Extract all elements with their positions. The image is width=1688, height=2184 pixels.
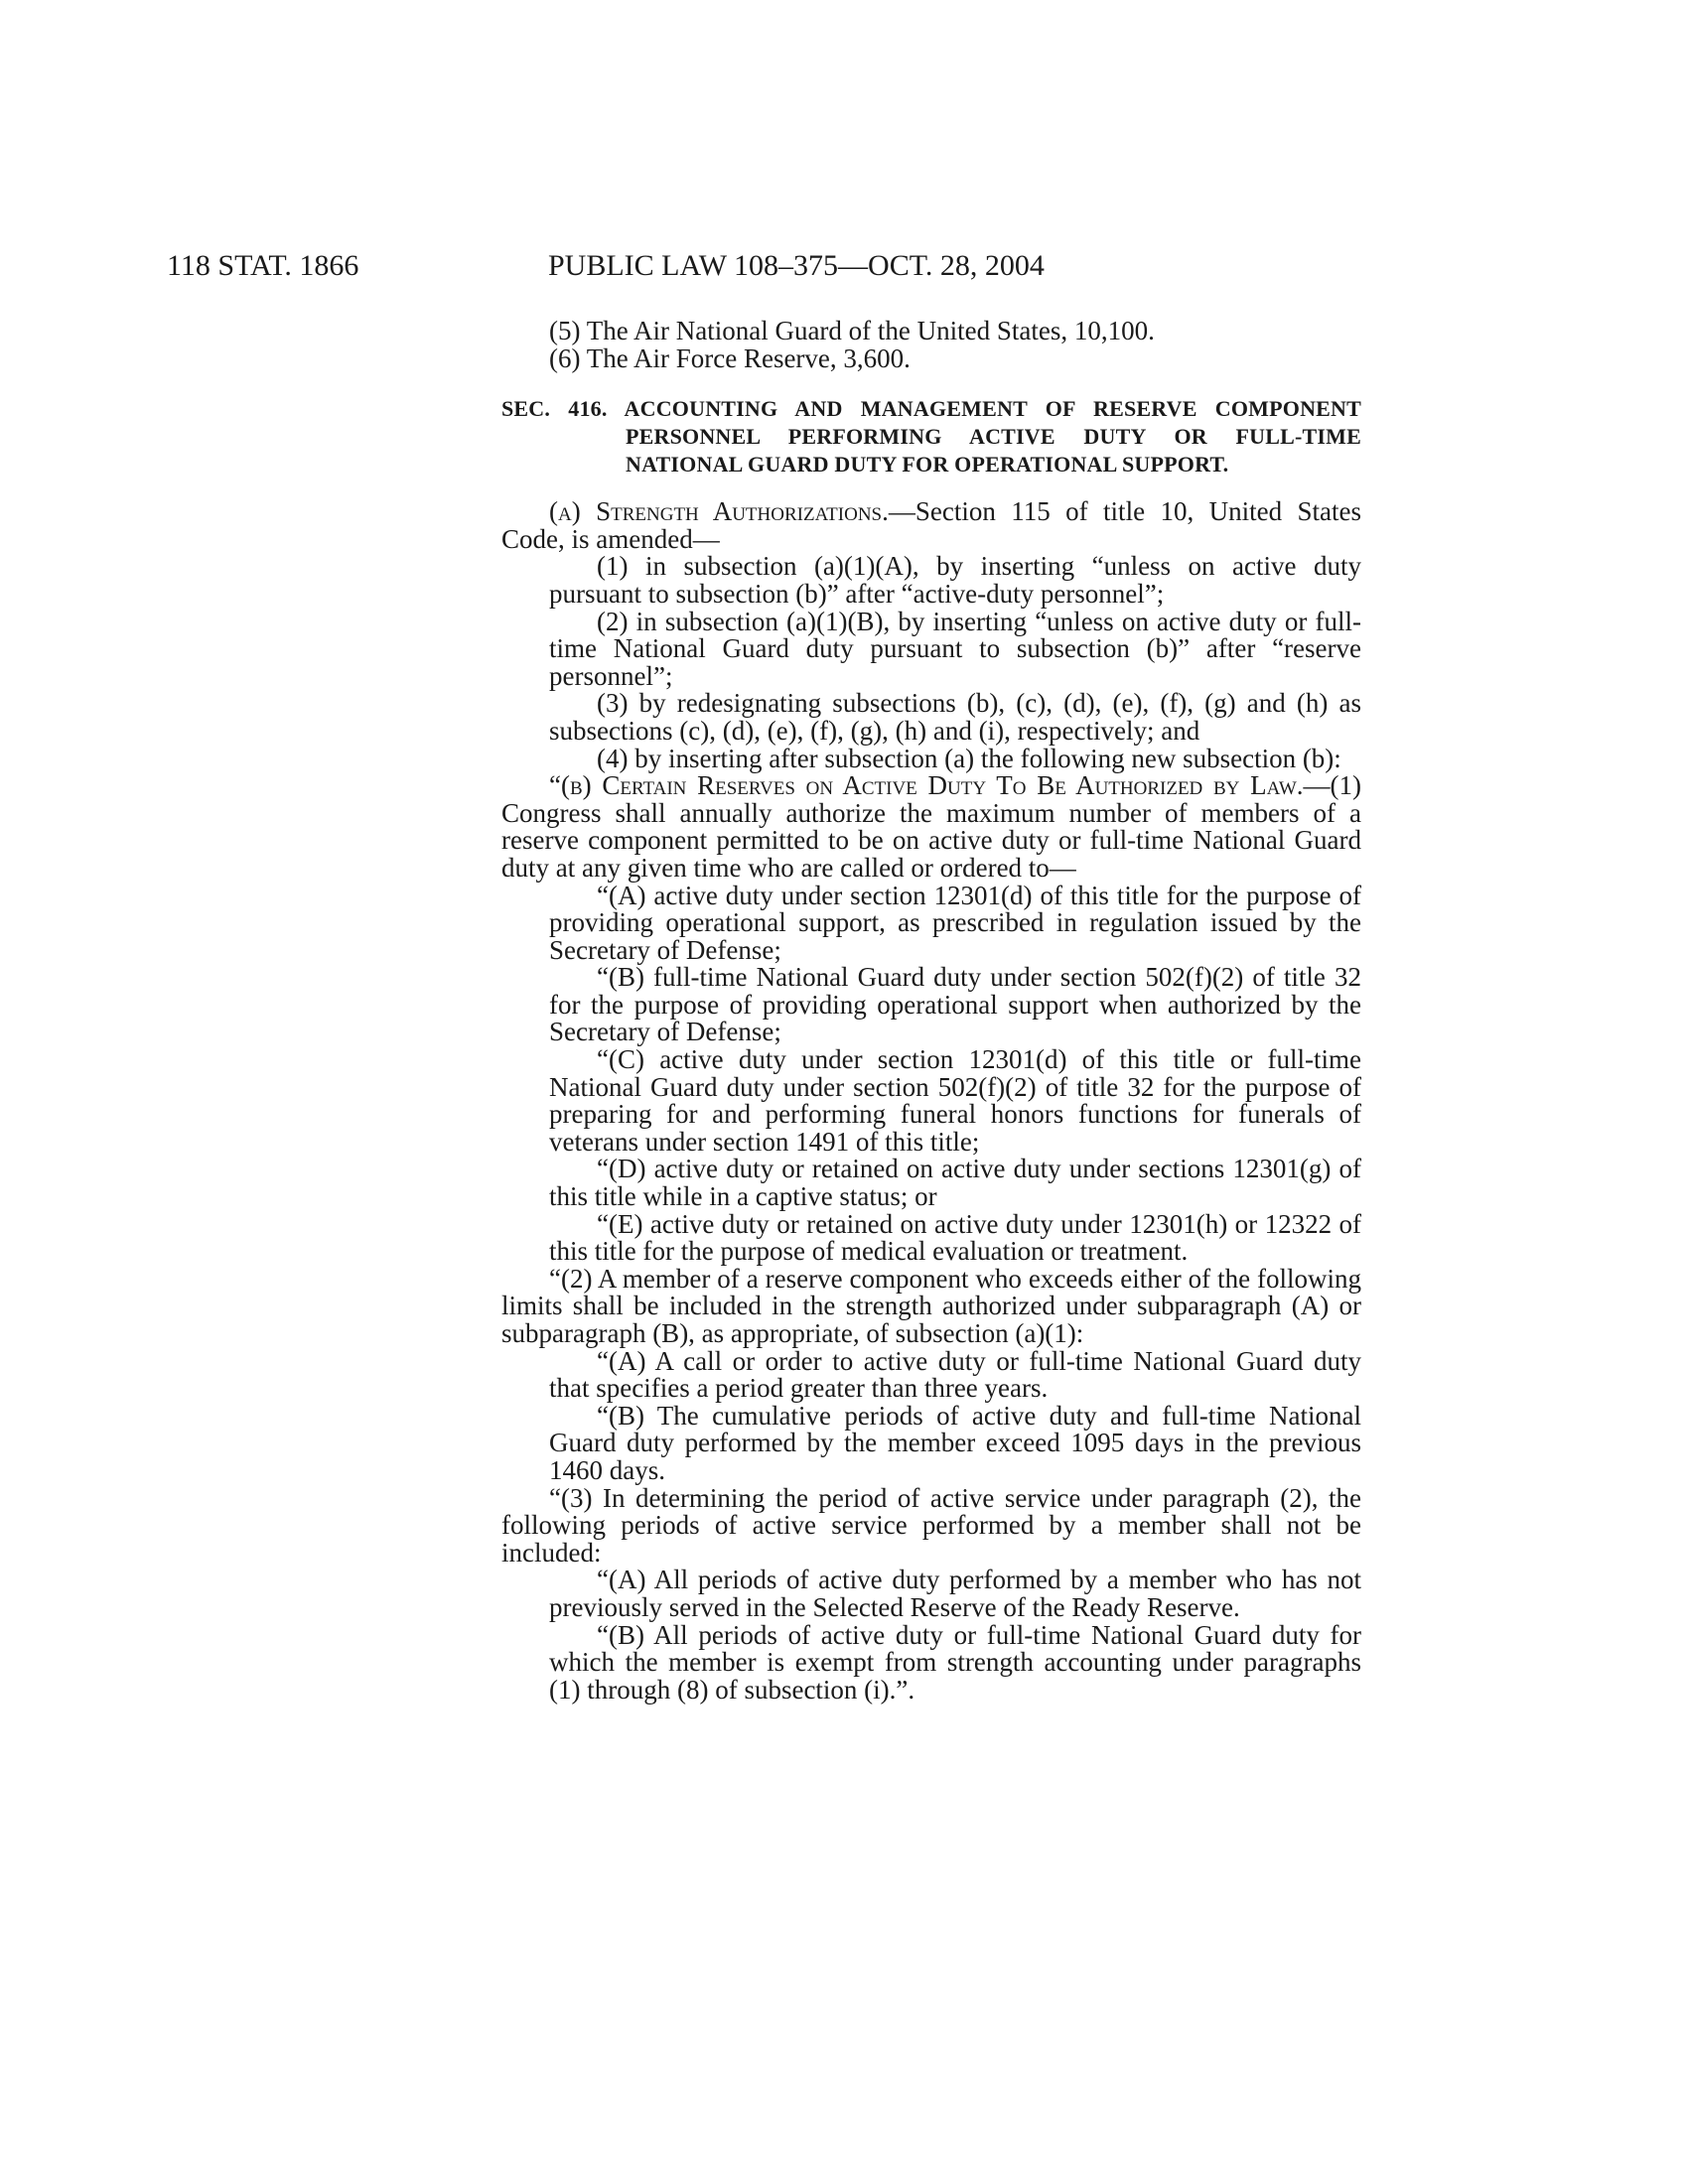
paragraph-item-6: (6) The Air Force Reserve, 3,600. (549, 342, 911, 373)
section-heading: SEC. 416. ACCOUNTING AND MANAGEMENT OF RESERVE COMPONENT PERSONNEL PERFORMING ACTIVE DUTY OR FULL-TIME NATIONAL GUARD DUTY FOR OPERATIONAL SUPPORT. (501, 396, 1361, 478)
subsection-b-paragraph-3: “(3) In determining the period of active service under paragraph (2), the following periods of active service performed by a member shall not be included: (501, 1482, 1361, 1568)
amendment-4: (4) by inserting after subsection (a) the following new subsection (b): (597, 743, 1341, 773)
amendment-1: (1) in subsection (a)(1)(A), by inserting “unless on active duty pursuant to subsection (b)” after “active-duty personnel”; (549, 551, 1361, 609)
b1-item-a: “(A) active duty under section 12301(d) of this title for the purpose of providing operational support, as prescribed in regulation issued by the Secretary of Defense; (549, 880, 1361, 965)
b1-item-e: “(E) active duty or retained on active duty under 12301(h) or 12322 of this title for the purpose of medical evaluation or treatment. (549, 1208, 1361, 1267)
b3-item-b: “(B) All periods of active duty or full-time National Guard duty for which the member is exempt from strength accounting under paragraphs (1) through (8) of subsection (i).”. (549, 1619, 1361, 1705)
amendment-2: (2) in subsection (a)(1)(B), by inserting “unless on active duty or full-time National Guard duty pursuant to subsection (b)” after “reserve personnel”; (549, 606, 1361, 691)
page-header (0, 246, 1688, 286)
section-content (501, 318, 1361, 1704)
subsection-a-text: —Section 115 of title 10, United States Code, is amended— (501, 496, 1361, 554)
subsection-a-caption: (a) Strength Authorizations. (549, 496, 889, 527)
b1-item-d: “(D) active duty or retained on active duty under sections 12301(g) of this title while in a captive status; or (549, 1154, 1361, 1212)
b1-item-c: “(C) active duty under section 12301(d) of this title or full-time National Guard duty under section 502(f)(2) of title 32 for the purpose of preparing for and performing funeral honors functions for funerals of veterans under section 1491 of this title; (549, 1044, 1361, 1157)
b1-item-b: “(B) full-time National Guard duty under section 502(f)(2) of title 32 for the purpose of providing operational support when authorized by the Secretary of Defense; (549, 962, 1361, 1047)
public-law-title: PUBLIC LAW 108–375—OCT. 28, 2004 (548, 249, 1045, 282)
statute-page-number: 118 STAT. 1866 (167, 249, 359, 282)
b2-item-a: “(A) A call or order to active duty or full-time National Guard duty that specifies a period greater than three years. (549, 1345, 1361, 1404)
subsection-b-paragraph-1 (501, 772, 1361, 882)
subsection-b-paragraph-2: “(2) A member of a reserve component who exceeds either of the following limits shall be included in the strength authorized under subparagraph (A) or subparagraph (B), as appropriate, of subsection (a)(1): (501, 1263, 1361, 1348)
subsection-b-1-text: —(1) Congress shall annually authorize the maximum number of members of a reserve component permitted to be on active duty or full-time National Guard duty at any given time who are called or ordered to— (501, 770, 1361, 883)
b2-item-b: “(B) The cumulative periods of active duty and full-time National Guard duty performed by the member exceed 1095 days in the previous 1460 days. (549, 1400, 1361, 1485)
b3-item-a: “(A) All periods of active duty performed by a member who has not previously served in the Selected Reserve of the Ready Reserve. (549, 1565, 1361, 1622)
amendment-3: (3) by redesignating subsections (b), (c), (d), (e), (f), (g) and (h) as subsections (c), (d), (e), (f), (g), (h) and (i), respectively; and (549, 688, 1361, 746)
paragraph-item-5: (5) The Air National Guard of the United States, 10,100. (549, 316, 1155, 345)
subsection-b-caption: “(b) Certain Reserves on Active Duty To Be Authorized by Law. (549, 770, 1304, 801)
subsection-a (501, 498, 1361, 553)
